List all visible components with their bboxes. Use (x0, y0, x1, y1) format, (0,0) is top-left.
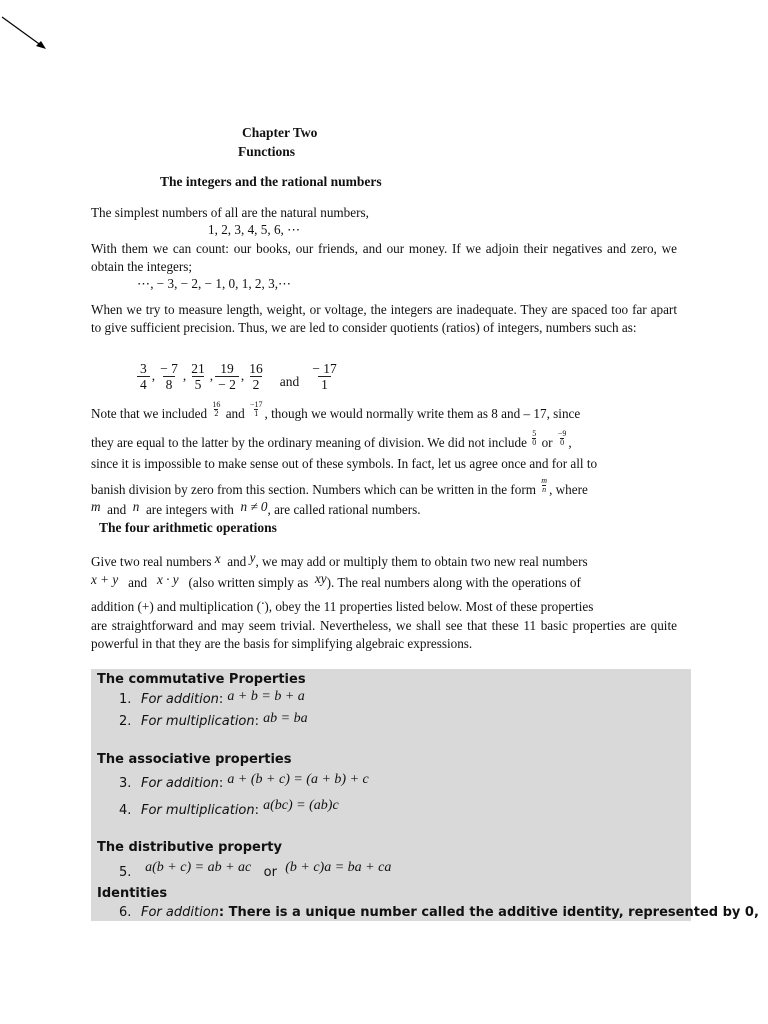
fractions-example: $\frac{3}{4}$ , $\frac{- 7}{8}$ , $\frac{21}{5}$ , $\frac{19}{- 2}$ , $\frac{16}{2}$ and $\frac{- 17}{1}$ (135, 356, 342, 396)
fraction: $\frac{16}{2}$ (212, 400, 221, 419)
ops-line-3: addition (+) and multiplication (·), obey the 11 properties listed below. Most of these properties (91, 596, 594, 614)
paragraph-quotients: When we try to measure length, weight, or voltage, the integers are inadequate. They are spaced too far apart to give sufficient precision. Thus, we are led to consider quotients (ratios) of integers, numbers such as: (91, 302, 677, 335)
natural-numbers-list: 1, 2, 3, 4, 5, 6, ⋯ (208, 222, 301, 237)
fraction: $\frac{19}{- 2}$ (215, 361, 239, 392)
property-item: 5. a(b + c) = ab + ac or (b + c)a = ba + ca (119, 860, 392, 880)
identities-heading: Identities (97, 886, 168, 901)
chapter-subtitle: Functions (238, 144, 296, 159)
fraction: $\frac{5}{0}$ (532, 429, 537, 448)
note-line-5: m and n are integers with n ≠ 0, are called rational numbers. (91, 499, 421, 517)
paragraph-integers: With them we can count: our books, our friends, and our money. If we adjoin their negatives and zero, we obtain the integers; (91, 241, 677, 274)
chapter-title: Chapter Two (242, 125, 318, 140)
note-line-4: banish division by zero from this section. Numbers which can be written in the form $\frac{m}{n}$ , where (91, 476, 588, 497)
ops-paragraph-rest: are straightforward and may seem trivial. Nevertheless, we shall see that these 11 basic properties are quite powerful in that they are the basis for simplifying algebraic expressions. (91, 618, 677, 651)
and-word: and (279, 374, 300, 389)
note-line-1: Note that we included $\frac{16}{2}$ and $\frac{-17}{1}$ , though we would normally write them as 8 and – 17, since (91, 400, 581, 421)
section-heading-operations: The four arithmetic operations (99, 520, 277, 535)
integers-list: ⋯, − 3, − 2, − 1, 0, 1, 2, 3,⋯ (137, 276, 292, 291)
properties-box (91, 669, 759, 921)
property-item: 6. For addition: There is a unique number called the additive identity, represented by 0, (119, 905, 759, 920)
commutative-heading: The commutative Properties (97, 672, 306, 687)
arrow-icon (0, 15, 50, 51)
fraction: $\frac{-9}{0}$ (557, 429, 567, 448)
paragraph-natural-numbers: The simplest numbers of all are the natural numbers, (91, 205, 369, 220)
fraction: $\frac{m}{n}$ (541, 476, 548, 495)
fraction: $\frac{3}{4}$ (137, 361, 150, 392)
fraction: $\frac{16}{2}$ (249, 360, 263, 392)
property-item: 3. For addition: a + (b + c) = (a + b) + c (119, 772, 369, 791)
fraction: $\frac{-17}{1}$ (250, 400, 263, 419)
associative-heading: The associative properties (97, 752, 292, 767)
note-line-2: they are equal to the latter by the ordinary meaning of division. We did not include $\frac{5}{0}$ or $\frac{-9}{0}$ , (91, 429, 572, 450)
ops-line-2: x + y and x · y (also written simply as xy). The real numbers along with the operations of (91, 571, 581, 590)
note-line-3: since it is impossible to make sense out of these symbols. In fact, let us agree once and for all to (91, 456, 598, 471)
fraction: $\frac{21}{5}$ (191, 360, 205, 392)
ops-line-1: Give two real numbers x and y, we may add or multiply them to obtain two new real numbers (91, 550, 588, 569)
section-heading-integers: The integers and the rational numbers (160, 174, 382, 189)
property-item: 4. For multiplication: a(bc) = (ab)c (119, 798, 339, 818)
fraction: $\frac{- 7}{8}$ (160, 360, 178, 392)
property-item: 2. For multiplication: ab = ba (119, 711, 308, 729)
property-item: 1. For addition: a + b = b + a (119, 689, 305, 707)
distributive-heading: The distributive property (97, 840, 282, 855)
fraction: $\frac{- 17}{1}$ (312, 360, 337, 392)
